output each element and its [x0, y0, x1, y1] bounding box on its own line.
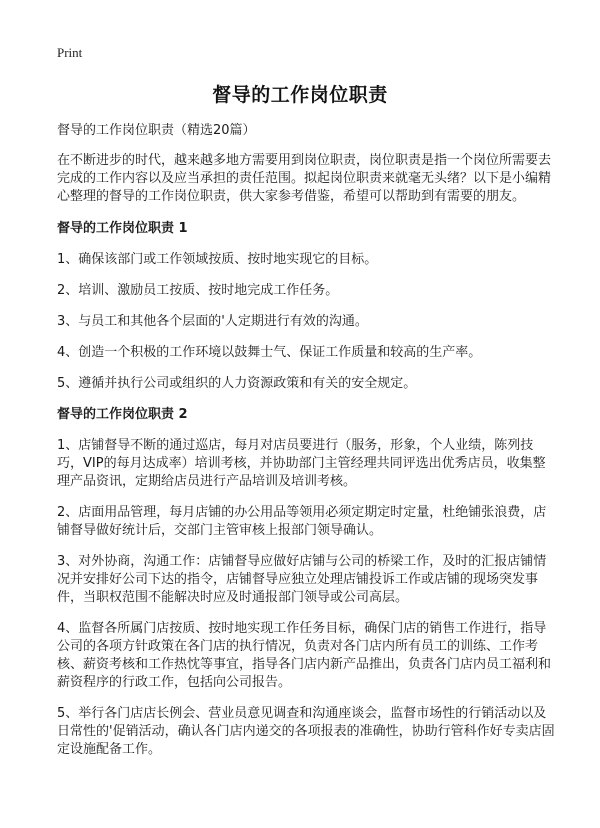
list-item: 1、店铺督导不断的通过巡店，每月对店员要进行（服务，形象，个人业绩，陈列技巧，VIP的每月达成率）培训考核，并协助部门主管经理共同评选出优秀店员，收集整理产品资讯，定期给店员进行产品培训及培训考核。 [57, 438, 546, 489]
section-2 [57, 406, 557, 759]
page-title: 督导的工作岗位职责 [212, 84, 388, 106]
document-body [57, 122, 557, 772]
section-heading: 督导的工作岗位职责 1 [57, 221, 188, 236]
section-heading: 督导的工作岗位职责 2 [57, 407, 188, 422]
intro-paragraph: 在不断进步的时代，越来越多地方需要用到岗位职责，岗位职责是指一个岗位所需要去完成的工作内容以及应当承担的责任范围。拟起岗位职责来就毫无头绪？以下是小编精心整理的督导的工作岗位职责，供大家参考借鉴，希望可以帮助到有需要的朋友。 [57, 153, 552, 204]
list-item: 5、遵循并执行公司或组织的人力资源政策和有关的安全规定。 [57, 376, 417, 391]
list-item: 2、店面用品管理，每月店铺的办公用品等领用必须定期定时定量，杜绝铺张浪费，店铺督导做好统计后，交部门主管审核上报部门领导确认。 [57, 505, 547, 538]
print-label: Print [57, 45, 83, 60]
document-subtitle: 督导的工作岗位职责（精选20篇） [57, 123, 256, 138]
list-item: 3、对外协商，沟通工作：店铺督导应做好店铺与公司的桥梁工作，及时的汇报店铺情况并安排好公司下达的指令，店铺督导应独立处理店铺投诉工作或店铺的现场突发事件，当职权范围不能解决时应及时通报部门领导或公司高层。 [57, 554, 547, 605]
list-item: 2、培训、激励员工按质、按时地完成工作任务。 [57, 283, 339, 298]
list-item: 5、举行各门店店长例会、营业员意见调查和沟通座谈会，监督市场性的行销活动以及日常性的'促销活动，确认各门店内递交的各项报表的准确性，协助行管科作好专卖店固定设施配备工作。 [57, 706, 555, 757]
list-item: 4、监督各所属门店按质、按时地实现工作任务目标，确保门店的销售工作进行，指导公司的各项方针政策在各门店的执行情况，负责对各门店内所有员工的训练、工作考核、薪资考核和工作热忱等事宜，指导各门店内新产品推出，负责各门店内员工福利和薪资程序的行政工作，包括向公司报告。 [57, 621, 552, 690]
list-item: 1、确保该部门或工作领域按质、按时地实现它的目标。 [57, 252, 378, 267]
list-item: 3、与员工和其他各个层面的'人定期进行有效的沟通。 [57, 314, 368, 329]
section-1 [57, 220, 557, 393]
list-item: 4、创造一个积极的工作环境以鼓舞士气、保证工作质量和较高的生产率。 [57, 345, 482, 360]
